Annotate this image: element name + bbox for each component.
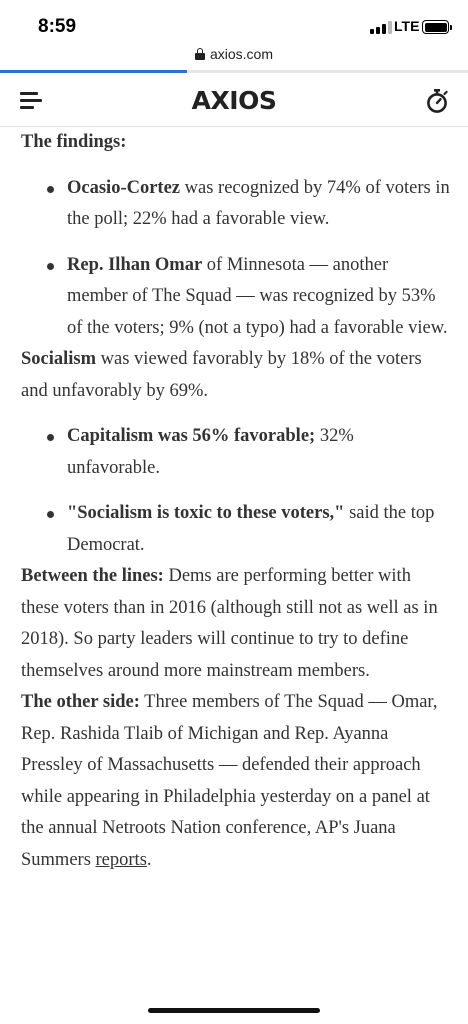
stopwatch-icon[interactable]: [424, 88, 450, 114]
battery-icon: [422, 20, 449, 34]
findings-heading: The findings:: [21, 132, 127, 152]
battery-cap: [450, 25, 452, 30]
findings-list: [21, 173, 451, 345]
socialism-list: [21, 421, 451, 561]
axios-logo[interactable]: AXIOS: [191, 86, 277, 115]
between-lines-paragraph: Between the lines: Dems are performing better with these voters than in 2016 (although still not as well as in 2018). So party leaders will continue to try to define themselves around more mainstream members.: [21, 566, 438, 681]
address-bar[interactable]: [0, 44, 468, 68]
status-time: 8:59: [38, 16, 77, 37]
socialism-paragraph: Socialism was viewed favorably by 18% of the voters and unfavorably by 69%.: [21, 349, 422, 401]
list-item: Ocasio-Cortez was recognized by 74% of voters in the poll; 22% had a favorable view.: [21, 173, 451, 236]
lock-icon: [195, 48, 205, 60]
network-type: LTE: [394, 18, 420, 34]
home-indicator[interactable]: [148, 1008, 320, 1013]
article-body: [21, 127, 451, 876]
list-item: Capitalism was 56% favorable; 32% unfavorable.: [21, 421, 451, 484]
list-item: Rep. Ilhan Omar of Minnesota — another member of The Squad — was recognized by 53% of the voters; 9% (not a typo) had a favorable view.: [21, 250, 451, 345]
cellular-signal-icon: [370, 21, 392, 34]
list-item: "Socialism is toxic to these voters," said the top Democrat.: [21, 498, 451, 561]
site-header: [0, 73, 468, 127]
url-text: axios.com: [209, 46, 274, 62]
reports-link[interactable]: reports: [95, 849, 147, 870]
other-side-paragraph: The other side: Three members of The Squad — Omar, Rep. Rashida Tlaib of Michigan and Rep. Ayanna Pressley of Massachusetts — defended their approach while appearing in Philadelphia yesterday on a panel at the annual Netroots Nation conference, AP's Juana Summers reports.: [21, 692, 438, 870]
status-bar: [0, 0, 468, 44]
